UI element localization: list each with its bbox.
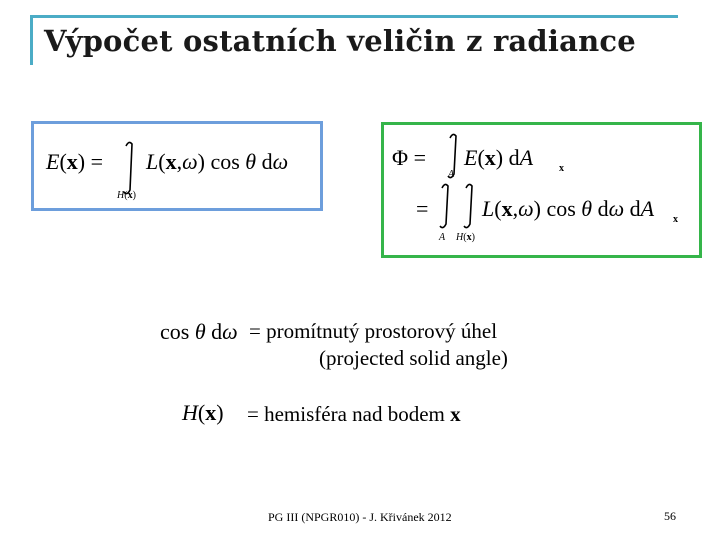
slide-title: Výpočet ostatních veličin z radiance [44,24,636,58]
svg-text:cos θ dω: cos θ dω [160,319,238,344]
svg-text:H(x): H(x) [117,190,136,201]
projected-solid-angle-definition: = promítnutý prostorový úhel [249,319,498,343]
hemisphere-definition [247,402,461,427]
svg-text:E(x) =: E(x) = [46,149,104,174]
slide-footer: PG III (NPGR010) - J. Křivánek 2012 [268,510,452,524]
hemisphere-symbol [180,396,246,430]
svg-text:=: = [416,196,429,221]
svg-text:E(x) dA: E(x) dA [464,145,534,170]
hemisphere-variable: x [450,402,461,426]
title-accent-line [30,15,678,18]
svg-text:Φ =: Φ = [392,145,426,170]
svg-text:A: A [439,232,446,243]
svg-text:L(x,ω) cos θ dω: L(x,ω) cos θ dω [146,149,289,174]
page-number: 56 [664,509,676,523]
projected-solid-angle-translation: (projected solid angle) [319,346,508,370]
projected-solid-angle-symbol [158,314,254,348]
irradiance-formula [34,124,320,208]
svg-text:L(x,ω) cos θ dω dA: L(x,ω) cos θ dω dA [482,196,655,221]
svg-text:x: x [673,214,678,225]
svg-text:H(x): H(x) [456,232,475,243]
title-accent-bar [30,15,33,65]
flux-formula [384,125,699,255]
svg-text:H(x): H(x) [182,400,224,425]
svg-text:A: A [448,169,455,180]
hemisphere-definition-text: = hemisféra nad bodem [247,402,451,426]
svg-text:x: x [559,163,564,174]
